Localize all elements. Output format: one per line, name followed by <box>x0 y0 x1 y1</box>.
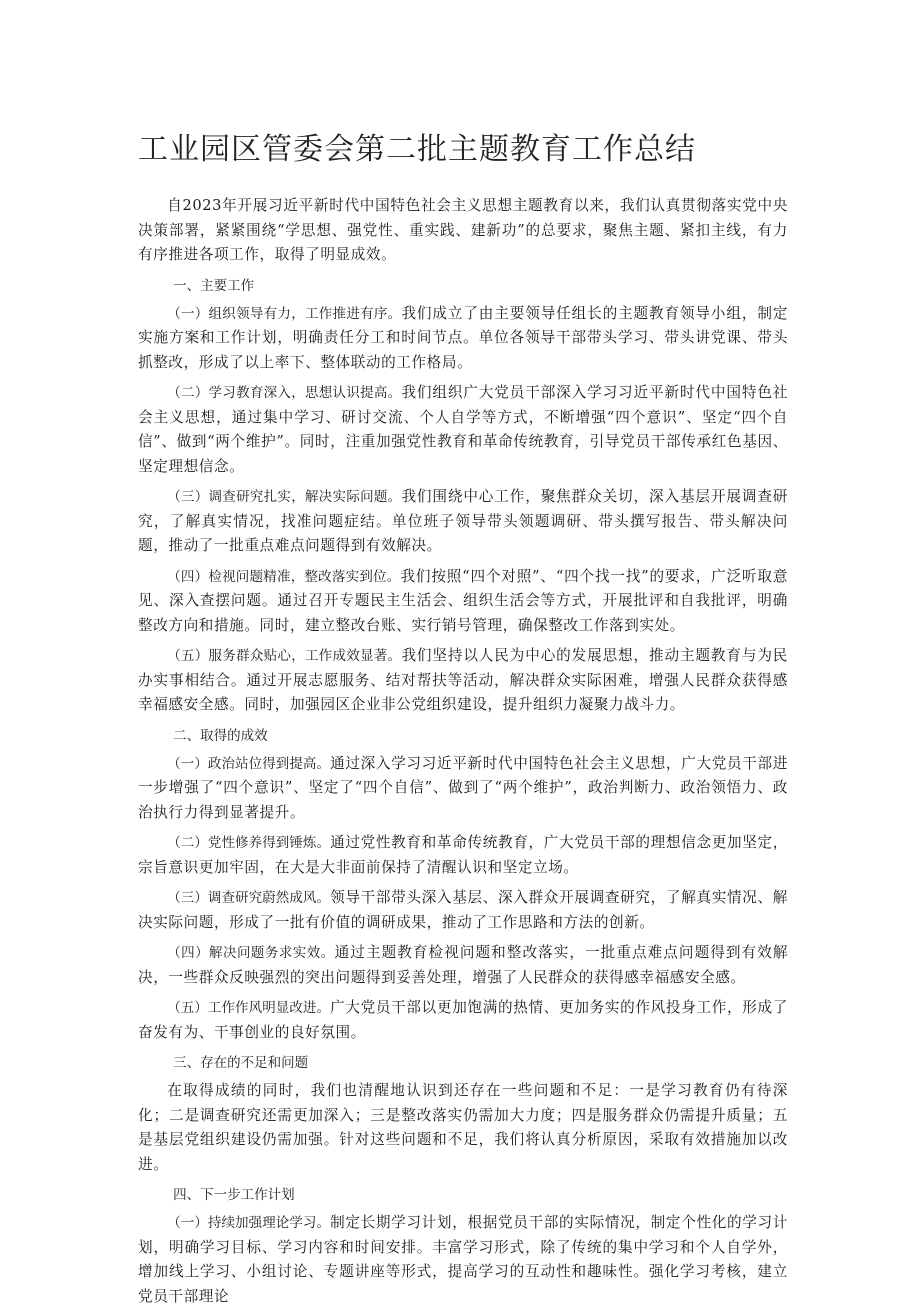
paragraph-text: 广大党员干部以更加饱满的热情、更加务实的作风投身工作，形成了奋发有为、干事创业的良好氛围。 <box>138 999 788 1041</box>
section-heading: 二、取得的成效 <box>173 727 268 744</box>
paragraph-text: 制定长期学习计划，根据党员干部的实际情况，制定个性化的学习计划，明确学习目标、学习内容和时间安排。丰富学习形式，除了传统的集中学习和个人自学外，增加线上学习、小组讨论、专题讲座等形式，提高学习的互动性和趣味性。强化学习考核，建立党员干部理论 <box>138 1214 788 1305</box>
paragraph-lead: （五）工作作风明显改进。 <box>167 1000 331 1016</box>
paragraph-text: 我们围绕中心工作，聚焦群众关切，深入基层开展调查研究，了解真实情况，找准问题症结。单位班子领导带头领题调研、带头撰写报告、带头解决问题，推动了一批重点难点问题得到有效解决。 <box>138 488 788 554</box>
paragraph-lead: （一）组织领导有力，工作推进有序。 <box>167 305 402 322</box>
paragraph-lead: （一）政治站位得到提高。 <box>167 755 331 772</box>
section-next-steps <box>138 1183 788 1309</box>
paragraph-text: 在取得成绩的同时，我们也清醒地认识到还存在一些问题和不足：一是学习教育仍有待深化；二是调查研究还需更加深入；三是整改落实仍需加大力度；四是服务群众仍需提升质量；五是基层党组织建设仍需加强。针对这些问题和不足，我们将认真分析原因，采取有效措施加以改进。 <box>138 1082 788 1173</box>
section-main-work <box>138 274 788 718</box>
paragraph-text: 通过深入学习习近平新时代中国特色社会主义思想，广大党员干部进一步增强了“四个意识”、坚定了“四个自信”、做到了“两个维护”，政治判断力、政治领悟力、政治执行力得到显著提升。 <box>138 754 788 821</box>
paragraph-text: 我们组织广大党员干部深入学习习近平新时代中国特色社会主义思想，通过集中学习、研讨交流、个人自学等方式，不断增强“四个意识”、坚定“四个自信”、做到“两个维护”。同时，注重加强党性教育和革命传统教育，引导党员干部传承红色基因、坚定理想信念。 <box>138 384 788 475</box>
paragraph-lead: （五）服务群众贴心，工作成效显著。 <box>167 648 402 664</box>
paragraph-lead: （三）调查研究扎实，解决实际问题。 <box>167 489 402 505</box>
paragraph-lead: （三）调查研究蔚然成风。 <box>167 890 331 906</box>
paragraph <box>138 565 788 639</box>
paragraph <box>138 831 788 880</box>
paragraph-lead: （二）党性修养得到锤炼。 <box>167 835 331 851</box>
paragraph-lead: （二）学习教育深入，思想认识提高。 <box>167 385 402 401</box>
paragraph-lead: （四）检视问题精准，整改落实到位。 <box>167 568 401 585</box>
paragraph-text: 我们成立了由主要领导任组长的主题教育领导小组，制定实施方案和工作计划，明确责任分工和时间节点。单位各领导干部带头学习、带头讲党课、带头抓整改，形成了以上率下、整体联动的工作格局。 <box>138 304 788 371</box>
paragraph <box>138 644 788 718</box>
paragraph-text: 领导干部带头深入基层、深入群众开展调查研究，了解真实情况、解决实际问题，形成了一批有价值的调研成果，推动了工作思路和方法的创新。 <box>138 889 788 931</box>
paragraph-lead: （四）解决问题务求实效。 <box>167 945 335 961</box>
paragraph <box>138 941 788 990</box>
section-shortcomings <box>138 1051 788 1177</box>
paragraph <box>138 485 788 559</box>
paragraph-text: 我们坚持以人民为中心的发展思想，推动主题教育与为民办实事相结合。通过开展志愿服务、结对帮扶等活动，解决群众实际困难，增强人民群众获得感幸福感安全感。同时，加强园区企业非公党组织建设，提升组织力凝聚力战斗力。 <box>138 647 788 713</box>
paragraph-lead: （一）持续加强理论学习。 <box>167 1215 331 1231</box>
paragraph <box>138 996 788 1045</box>
paragraph <box>138 752 788 826</box>
section-achievements <box>138 724 788 1046</box>
document-page <box>138 128 788 1315</box>
paragraph-text: 通过主题教育检视问题和整改落实，一批重点难点问题得到有效解决，一些群众反映强烈的突出问题得到妥善处理，增强了人民群众的获得感幸福感安全感。 <box>138 944 789 986</box>
document-title: 工业园区管委会第二批主题教育工作总结 <box>138 132 696 167</box>
section-heading: 三、存在的不足和问题 <box>173 1055 309 1071</box>
paragraph <box>138 381 788 479</box>
paragraph <box>138 302 788 376</box>
section-heading: 四、下一步工作计划 <box>173 1187 295 1203</box>
intro-paragraph: 自2023年开展习近平新时代中国特色社会主义思想主题教育以来，我们认真贯彻落实党中央决策部署，紧紧围绕“学思想、强党性、重实践、建新功”的总要求，聚焦主题、紧扣主线，有力有序推进各项工作，取得了明显成效。 <box>138 197 788 263</box>
section-heading: 一、主要工作 <box>173 277 255 294</box>
paragraph <box>138 1211 788 1309</box>
paragraph-text: 我们按照“四个对照”、“四个找一找”的要求，广泛听取意见、深入查摆问题。通过召开专题民主生活会、组织生活会等方式，开展批评和自我批评，明确整改方向和措施。同时，建立整改台账、实行销号管理，确保整改工作落到实处。 <box>138 567 789 634</box>
paragraph <box>138 886 788 935</box>
paragraph-text: 通过党性教育和革命传统教育，广大党员干部的理想信念更加坚定，宗旨意识更加牢固，在大是大非面前保持了清醒认识和坚定立场。 <box>138 834 788 876</box>
paragraph <box>138 1079 788 1177</box>
